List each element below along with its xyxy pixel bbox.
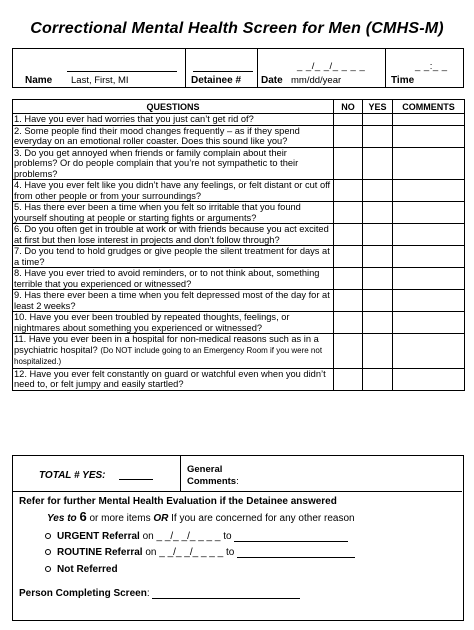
no-header: NO: [334, 100, 363, 114]
comments-cell[interactable]: [393, 202, 465, 224]
no-checkbox-cell[interactable]: [334, 312, 363, 334]
form-title: Correctional Mental Health Screen for Men (CMHS-M): [30, 20, 444, 37]
urgent-referral-option[interactable]: [45, 531, 348, 542]
summary-box: [12, 455, 464, 621]
question-number: 9.: [14, 290, 22, 300]
question-text: Have you ever felt constantly on guard or watchful even when you didn’t need to, or felt jumpy and easily startled?: [14, 368, 326, 389]
yes-checkbox-cell[interactable]: [363, 368, 393, 390]
question-text: Have you ever tried to avoid reminders, or to not think about, something terrible that you experienced or witnessed?: [14, 268, 320, 289]
header-box: [12, 48, 464, 88]
person-field[interactable]: [152, 589, 300, 599]
yes-checkbox-cell[interactable]: [363, 246, 393, 268]
comments-cell[interactable]: [393, 224, 465, 246]
question-number: 12.: [14, 368, 27, 379]
not-referred-option[interactable]: [45, 564, 118, 575]
name-field[interactable]: [67, 71, 177, 72]
comments-cell[interactable]: [393, 312, 465, 334]
yes-checkbox-cell[interactable]: [363, 290, 393, 312]
no-checkbox-cell[interactable]: [334, 180, 363, 202]
total-yes-label: TOTAL # YES:: [39, 470, 106, 481]
routine-label: ROUTINE Referral: [57, 547, 143, 558]
routine-to-field[interactable]: [237, 548, 355, 558]
date-field[interactable]: _ _/_ _/_ _ _ _: [297, 61, 366, 72]
comments-cell[interactable]: [393, 268, 465, 290]
yes-checkbox-cell[interactable]: [363, 114, 393, 126]
person-label: Person Completing Screen: [19, 588, 147, 599]
table-row: [13, 334, 465, 369]
question-number: 11.: [14, 334, 27, 344]
comments-header: COMMENTS: [393, 100, 465, 114]
question-text-cell: [13, 147, 334, 180]
header-divider: [257, 49, 258, 87]
urgent-date-field[interactable]: on _ _/_ _/_ _ _ _ to: [142, 531, 232, 542]
header-divider: [185, 49, 186, 87]
question-text: Has there ever been a time when you felt depressed most of the day for at least 2 weeks?: [14, 290, 330, 311]
table-row: [13, 290, 465, 312]
yes-checkbox-cell[interactable]: [363, 268, 393, 290]
header-divider: [385, 49, 386, 87]
no-checkbox-cell[interactable]: [334, 290, 363, 312]
questions-body: [13, 114, 465, 391]
table-row: [13, 246, 465, 268]
yes-checkbox-cell[interactable]: [363, 224, 393, 246]
yes-checkbox-cell[interactable]: [363, 180, 393, 202]
question-text: Have you ever been troubled by repeated thoughts, feelings, or nightmares about something you experienced or witnessed?: [14, 312, 290, 333]
yes-checkbox-cell[interactable]: [363, 312, 393, 334]
question-text: Do you get annoyed when friends or family complain about their problems? Or do people complain that you’re not sympathetic to their problems?: [14, 147, 299, 179]
comments-cell[interactable]: [393, 368, 465, 390]
no-checkbox-cell[interactable]: [334, 246, 363, 268]
radio-circle-icon[interactable]: [45, 549, 51, 555]
radio-circle-icon[interactable]: [45, 533, 51, 539]
table-row: [13, 368, 465, 390]
question-number: 5.: [14, 202, 22, 212]
yes-checkbox-cell[interactable]: [363, 202, 393, 224]
not-referred-label: Not Referred: [57, 564, 118, 575]
urgent-label: URGENT Referral: [57, 531, 140, 542]
question-text: Some people find their mood changes frequently – as if they spend everyday on an emotional roller coaster. Does this sound like you?: [14, 125, 300, 146]
general-comments-box[interactable]: [181, 456, 462, 492]
comments-cell[interactable]: [393, 334, 465, 369]
general-comments-label-2: Comments:: [187, 476, 239, 487]
comments-cell[interactable]: [393, 180, 465, 202]
person-completing: [19, 588, 300, 599]
table-row: [13, 268, 465, 290]
comments-cell[interactable]: [393, 114, 465, 126]
question-number: 7.: [14, 246, 22, 256]
question-text-cell: [13, 202, 334, 224]
question-text-cell: [13, 290, 334, 312]
total-yes-box: [13, 456, 181, 492]
time-label: Time: [391, 75, 415, 86]
no-checkbox-cell[interactable]: [334, 268, 363, 290]
no-checkbox-cell[interactable]: [334, 147, 363, 180]
time-field[interactable]: _ _:_ _: [415, 61, 448, 72]
yes-text: Yes: [47, 513, 65, 524]
radio-circle-icon[interactable]: [45, 566, 51, 572]
table-row: [13, 125, 465, 147]
yes-checkbox-cell[interactable]: [363, 147, 393, 180]
six-value: 6: [79, 509, 87, 524]
question-text-cell: [13, 224, 334, 246]
question-text-cell: [13, 246, 334, 268]
no-checkbox-cell[interactable]: [334, 368, 363, 390]
comments-cell[interactable]: [393, 246, 465, 268]
comments-cell[interactable]: [393, 147, 465, 180]
name-hint: Last, First, MI: [71, 75, 129, 86]
question-number: 1.: [14, 114, 22, 124]
table-row: [13, 147, 465, 180]
table-row: [13, 114, 465, 126]
yes-header: YES: [363, 100, 393, 114]
total-yes-field[interactable]: [119, 479, 153, 480]
routine-referral-option[interactable]: [45, 547, 355, 558]
question-text: Do you often get in trouble at work or with friends because you act excited at first but then lose interest in projects and don’t follow through?: [14, 224, 329, 245]
yes-checkbox-cell[interactable]: [363, 334, 393, 369]
question-text: Have you ever been in a hospital for non-medical reasons such as in a psychiatric hospital?: [14, 334, 319, 355]
question-text-cell: [13, 312, 334, 334]
yes-checkbox-cell[interactable]: [363, 125, 393, 147]
question-text-cell: [13, 114, 334, 126]
refer-instruction: Refer for further Mental Health Evaluation if the Detainee answered: [19, 496, 337, 507]
question-text-cell: [13, 268, 334, 290]
question-text-cell: [13, 125, 334, 147]
to-text: to: [67, 513, 77, 524]
question-text-cell: [13, 180, 334, 202]
or-more-text: or more items: [89, 513, 151, 524]
question-number: 4.: [14, 180, 22, 190]
date-label: Date: [261, 75, 283, 86]
urgent-to-field[interactable]: [234, 532, 348, 542]
refer-criteria: [47, 509, 355, 524]
question-note: (Do NOT include going to an Emergency Room if you were not hospitalized.): [14, 345, 323, 366]
person-colon: :: [146, 588, 150, 599]
questions-table: [12, 99, 465, 391]
detainee-field[interactable]: [193, 71, 253, 72]
comments-cell[interactable]: [393, 125, 465, 147]
or-text: OR: [153, 513, 169, 524]
questions-header: QUESTIONS: [13, 100, 334, 114]
no-checkbox-cell[interactable]: [334, 224, 363, 246]
table-header-row: [13, 100, 465, 114]
question-text: Have you ever felt like you didn’t have any feelings, or felt distant or cut off from other people or from your surroundings?: [14, 180, 331, 201]
routine-date-field[interactable]: on _ _/_ _/_ _ _ _ to: [145, 547, 235, 558]
no-checkbox-cell[interactable]: [334, 334, 363, 369]
no-checkbox-cell[interactable]: [334, 202, 363, 224]
question-text-cell: [13, 368, 334, 390]
question-number: 8.: [14, 268, 22, 278]
question-text: Do you tend to hold grudges or give people the silent treatment for days at a time?: [14, 246, 330, 267]
table-row: [13, 202, 465, 224]
question-number: 2.: [14, 125, 22, 136]
general-comments-label: General: [187, 464, 223, 475]
date-hint: mm/dd/year: [291, 75, 342, 86]
question-text: Have you ever had worries that you just can’t get rid of?: [24, 114, 254, 124]
table-row: [13, 180, 465, 202]
question-number: 10.: [14, 312, 27, 322]
table-row: [13, 224, 465, 246]
question-text-cell: [13, 334, 334, 369]
table-row: [13, 312, 465, 334]
no-checkbox-cell[interactable]: [334, 125, 363, 147]
question-text: Has there ever been a time when you felt so irritable that you found yourself shouting at people or starting fights or arguments?: [14, 202, 301, 223]
question-number: 3.: [14, 147, 22, 158]
detainee-label: Detainee #: [191, 75, 242, 86]
name-label: Name: [25, 75, 53, 86]
concerned-text: If you are concerned for any other reason: [171, 513, 355, 524]
question-number: 6.: [14, 224, 22, 234]
comments-cell[interactable]: [393, 290, 465, 312]
no-checkbox-cell[interactable]: [334, 114, 363, 126]
